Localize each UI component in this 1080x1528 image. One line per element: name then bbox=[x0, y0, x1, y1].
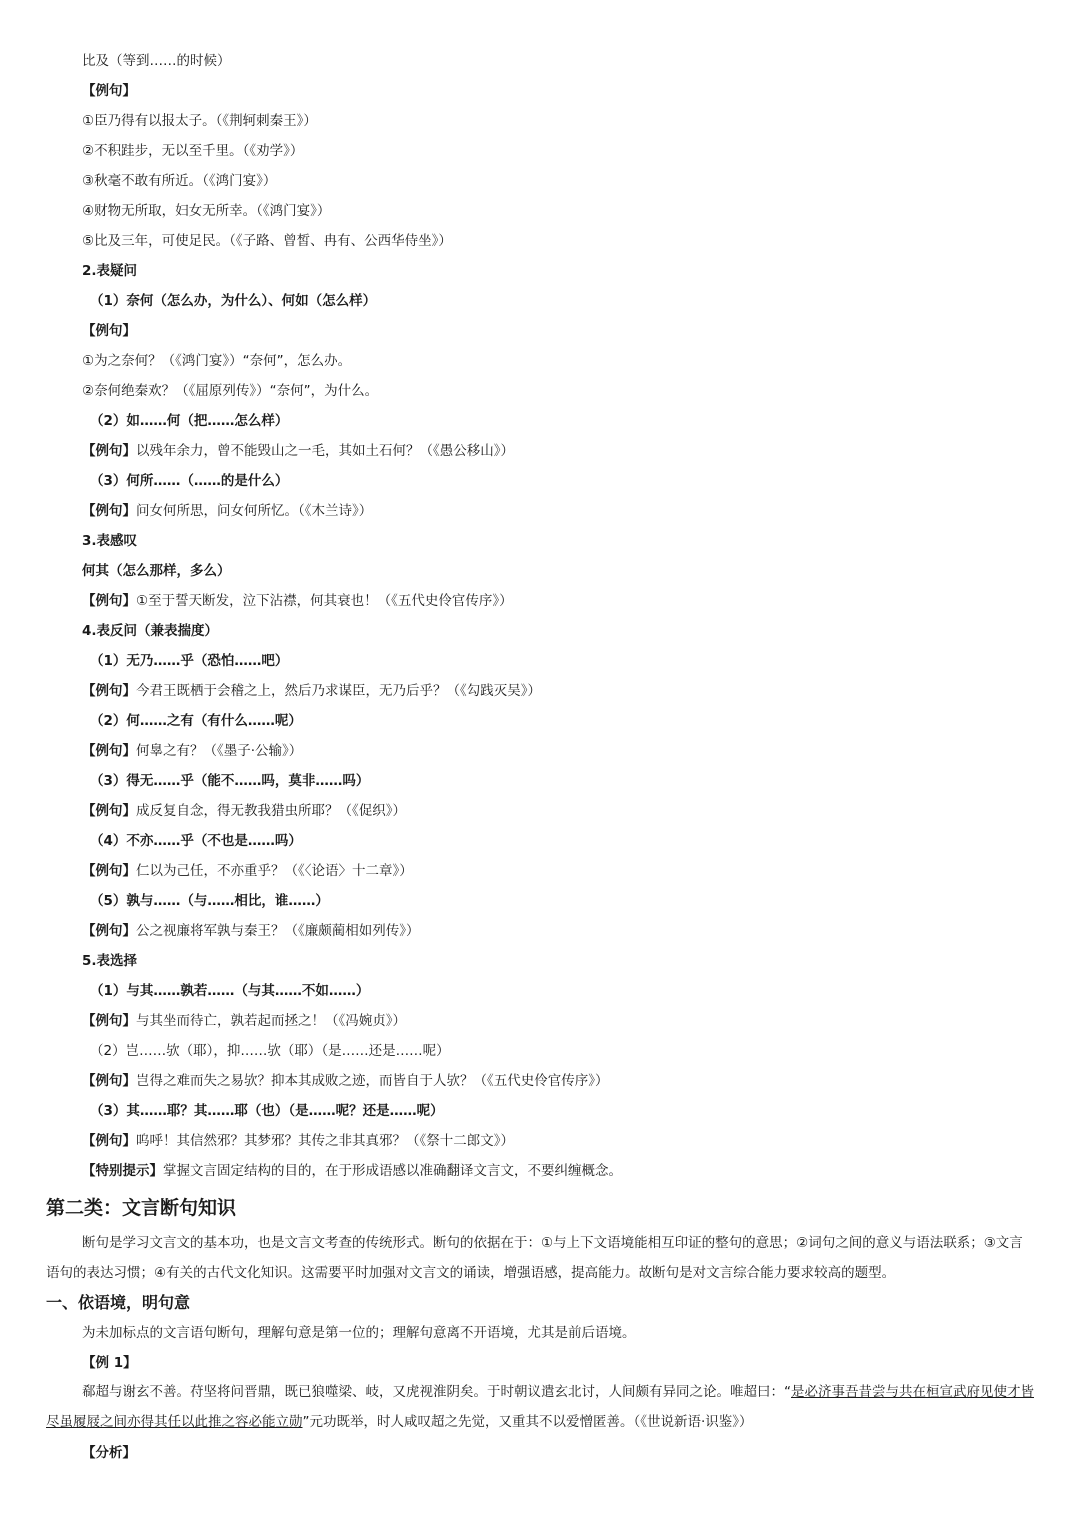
text-line bbox=[82, 1132, 514, 1150]
text-line bbox=[82, 862, 413, 880]
text-line: 4.表反问（兼表揣度） bbox=[82, 623, 219, 639]
example-label: 【例 1】 bbox=[82, 1355, 137, 1371]
text-line: 2.表疑问 bbox=[82, 263, 138, 279]
text-line: ⑤比及三年，可使足民。（《子路、曾皙、冉有、公西华侍坐》） bbox=[82, 233, 452, 249]
example-text: 以残年余力，曾不能毁山之一毛，其如土石何？（《愚公移山》） bbox=[136, 443, 514, 459]
example-label: 【例句】 bbox=[82, 593, 136, 609]
text-line: （1）与其……孰若……（与其……不如……） bbox=[90, 983, 370, 999]
example-paragraph bbox=[46, 1377, 1036, 1437]
text-line: 5.表选择 bbox=[82, 953, 138, 969]
example-label: 【例句】 bbox=[82, 1013, 136, 1029]
text-line: （4）不亦……乎（不也是……吗） bbox=[90, 833, 302, 849]
text-line: 【例句】 bbox=[82, 323, 136, 339]
text-line: （3）何所……（……的是什么） bbox=[90, 473, 289, 489]
text-line: （1）奈何（怎么办，为什么）、何如（怎么样） bbox=[90, 293, 377, 309]
example-text: 仁以为己任，不亦重乎？（《〈论语〉十二章》） bbox=[136, 863, 413, 879]
example-label: 【例句】 bbox=[82, 863, 136, 879]
text-line bbox=[82, 1012, 406, 1030]
example-text: 呜呼！其信然邪？其梦邪？其传之非其真邪？（《祭十二郎文》） bbox=[136, 1133, 514, 1149]
text-line bbox=[82, 682, 541, 700]
example-label: 【例句】 bbox=[82, 683, 136, 699]
example-text: 与其坐而待亡，孰若起而拯之！（《冯婉贞》） bbox=[136, 1013, 406, 1029]
text-line: ②奈何绝秦欢？（《屈原列传》）“奈何”，为什么。 bbox=[82, 383, 379, 399]
example-label: 【例句】 bbox=[82, 503, 136, 519]
example-text-underlined: 是必济事吾昔尝与共在桓宣武府见使才皆尽虽履屐之间亦得其任以此推之容必能立勋 bbox=[46, 1384, 1034, 1430]
text-line: 3.表感叹 bbox=[82, 533, 138, 549]
example-label: 【例句】 bbox=[82, 1073, 136, 1089]
text-line: ①为之奈何？（《鸿门宴》）“奈何”，怎么办。 bbox=[82, 353, 352, 369]
text-line: （5）孰与……（与……相比，谁……） bbox=[90, 893, 329, 909]
text-line bbox=[82, 1162, 622, 1180]
text-line: ①臣乃得有以报太子。（《荆轲刺秦王》） bbox=[82, 113, 317, 129]
text-line bbox=[82, 1072, 609, 1090]
example-text: 公之视廉将军孰与秦王？（《廉颇蔺相如列传》） bbox=[136, 923, 420, 939]
example-label: 【例句】 bbox=[82, 443, 136, 459]
text-line bbox=[82, 802, 406, 820]
example-label: 【例句】 bbox=[82, 743, 136, 759]
example-text: 问女何所思，问女何所忆。（《木兰诗》） bbox=[136, 503, 373, 519]
example-label: 【例句】 bbox=[82, 803, 136, 819]
text-line bbox=[82, 592, 513, 610]
sub-heading: 一、依语境，明句意 bbox=[46, 1293, 191, 1312]
text-line: 何其（怎么那样，多么） bbox=[82, 563, 231, 579]
analysis-label: 【分析】 bbox=[82, 1445, 136, 1461]
example-text-pre: 郗超与谢玄不善。苻坚将问晋鼎，既已狼噬梁、岐，又虎视淮阴矣。于时朝议遣玄北讨，人间颇有异同之论。唯超曰：“ bbox=[82, 1384, 791, 1400]
text-line: （2）何……之有（有什么……呢） bbox=[90, 713, 302, 729]
example-text: 今君王既栖于会稽之上，然后乃求谋臣，无乃后乎？（《勾践灭吴》） bbox=[136, 683, 541, 699]
text-line: ③秋毫不敢有所近。（《鸿门宴》） bbox=[82, 173, 277, 189]
intro-paragraph: 断句是学习文言文的基本功，也是文言文考查的传统形式。断句的依据在于：①与上下文语境能相互印证的整句的意思；②词句之间的意义与语法联系；③文言语句的表达习惯；④有关的古代文化知识。这需要平时加强对文言文的诵读，增强语感，提高能力。故断句是对文言综合能力要求较高的题型。 bbox=[46, 1235, 1023, 1281]
text-line: 【例句】 bbox=[82, 83, 136, 99]
text-line: （1）无乃……乎（恐怕……吧） bbox=[90, 653, 289, 669]
text-line bbox=[82, 742, 302, 760]
example-label: 【例句】 bbox=[82, 1133, 136, 1149]
text-line: （3）得无……乎（能不……吗，莫非……吗） bbox=[90, 773, 370, 789]
example-text-post: ”元功既举，时人咸叹超之先觉，又重其不以爱憎匿善。（《世说新语·识鉴》） bbox=[302, 1414, 753, 1430]
example-text: 何辠之有？（《墨子·公输》） bbox=[136, 743, 303, 759]
example-label: 【例句】 bbox=[82, 923, 136, 939]
text-line bbox=[82, 922, 420, 940]
section-heading: 第二类：文言断句知识 bbox=[46, 1197, 237, 1219]
sub-intro: 为未加标点的文言语句断句，理解句意是第一位的；理解句意离不开语境，尤其是前后语境。 bbox=[82, 1325, 636, 1341]
example-label: 【特别提示】 bbox=[82, 1163, 163, 1179]
text-line: 比及（等到……的时候） bbox=[82, 53, 231, 69]
text-line bbox=[82, 502, 372, 520]
example-text: 掌握文言固定结构的目的，在于形成语感以准确翻译文言文，不要纠缠概念。 bbox=[163, 1163, 622, 1179]
text-line: （2）如……何（把……怎么样） bbox=[90, 413, 289, 429]
text-line: （2）岂……欤（耶），抑……欤（耶）（是……还是……呢） bbox=[90, 1043, 450, 1059]
text-line bbox=[82, 442, 514, 460]
example-text: 岂得之难而失之易欤？抑本其成败之迹，而皆自于人欤？（《五代史伶官传序》） bbox=[136, 1073, 609, 1089]
example-text: 成反复自念，得无教我猎虫所耶？（《促织》） bbox=[136, 803, 406, 819]
text-line: ②不积跬步，无以至千里。（《劝学》） bbox=[82, 143, 304, 159]
text-line: （3）其……耶？其……耶（也）（是……呢？还是……呢） bbox=[90, 1103, 444, 1119]
example-text: ①至于誓天断发，泣下沾襟，何其衰也！（《五代史伶官传序》） bbox=[136, 593, 513, 609]
text-line: ④财物无所取，妇女无所幸。（《鸿门宴》） bbox=[82, 203, 331, 219]
